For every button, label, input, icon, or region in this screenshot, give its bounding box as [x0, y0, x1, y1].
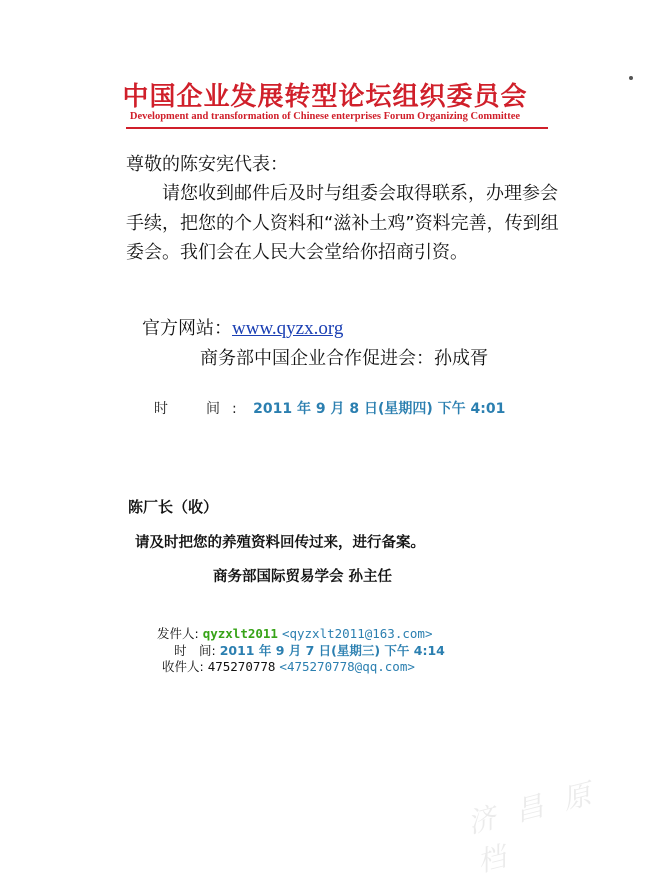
letter-signature: 商务部中国企业合作促进会：孙成胥 [200, 348, 488, 369]
email-from-name: qyzxlt2011 [202, 626, 278, 641]
email-time-label: 时 间: [174, 643, 216, 658]
letter-time-label: 时 间: [154, 401, 249, 417]
letterhead-subtitle: Development and transformation of Chinese enterprises Forum Organizing Committee [129, 111, 521, 122]
watermark-stamp: 济 昌 原 档 [464, 775, 601, 879]
email-to-address[interactable]: <475270778@qq.com> [279, 659, 415, 674]
email-from-address[interactable]: <qyzxlt2011@163.com> [281, 626, 433, 641]
letter-body: 请您收到邮件后及时与组委会取得联系，办理参会手续，把您的个人资料和“滋补土鸡”资料完善，传到组委会。我们会在人民大会堂给你招商引资。 [126, 183, 559, 263]
email-to-line [162, 657, 415, 675]
note-recipient: 陈厂长（收） [128, 498, 219, 516]
email-time-value: 2011 年 9 月 7 日(星期三) 下午 4:14 [219, 643, 445, 658]
email-from-line [157, 624, 432, 642]
letterhead-title: 中国企业发展转型论坛组织委员会 [122, 82, 528, 112]
note-signature: 商务部国际贸易学会 孙主任 [213, 569, 393, 585]
letter-time [154, 398, 505, 418]
note-message: 请及时把您的养殖资料回传过来，进行备案。 [135, 535, 425, 551]
website-line [142, 314, 343, 340]
email-to-label: 收件人: [162, 659, 204, 674]
website-label: 官方网站： [142, 318, 232, 339]
letter-time-value: 2011 年 9 月 8 日(星期四) 下午 4:01 [253, 401, 506, 417]
letterhead-rule [126, 127, 548, 129]
website-link[interactable]: www.qyzx.org [232, 318, 344, 339]
email-from-label: 发件人: [157, 626, 199, 641]
salutation: 尊敬的陈安宪代表： [126, 154, 288, 175]
email-to-name: 475270778 [207, 659, 276, 674]
